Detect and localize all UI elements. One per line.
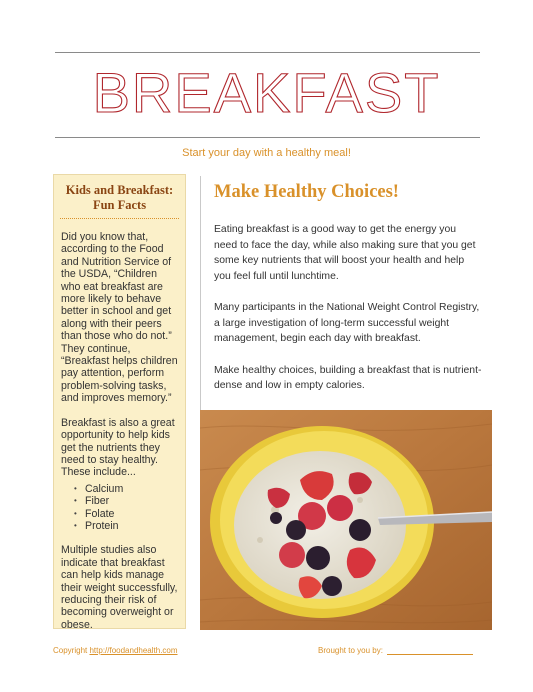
list-item: • Protein (85, 520, 179, 532)
sponsor-blank-line (387, 646, 473, 655)
main-heading: Make Healthy Choices! (214, 182, 399, 202)
column-divider (200, 176, 201, 410)
list-item: • Calcium (85, 483, 179, 495)
brought-to-you-label: Brought to you by: (318, 646, 383, 655)
tagline: Start your day with a healthy meal! (182, 147, 351, 159)
fun-facts-sidebar (53, 174, 186, 629)
list-item: • Fiber (85, 495, 179, 507)
main-paragraph-1: Eating breakfast is a good way to get the energy you need to face the day, while also making sure that you get some key nutrients that will boost your health and help you feel full until lunchtime. (214, 224, 476, 282)
main-paragraph-3: Make healthy choices, building a breakfast that is nutrient-dense and low in empty calories. (214, 364, 482, 391)
title-underline-rule (55, 137, 480, 138)
sidebar-paragraph-1: Did you know that, according to the Food and Nutrition Service of the USDA, “Children who eat breakfast are more likely to behave better in school and get along with their peers than those who do not.” They continue, “Breakfast helps children pay attention, perform problem-solving tasks, and improves memory.” (61, 231, 178, 405)
footer-sponsor (318, 646, 473, 655)
page-title: BREAKFAST (92, 61, 441, 124)
top-rule (55, 52, 480, 53)
sidebar-title: Kids and Breakfast: Fun Facts (65, 183, 174, 212)
main-body (214, 222, 482, 410)
sidebar-paragraph-3: Multiple studies also indicate that breakfast can help kids manage their weight successfully, reducing their risk of becoming overweight or obese. (61, 544, 178, 631)
list-item: • Folate (85, 508, 179, 520)
oatmeal-berries-photo (200, 410, 492, 630)
copyright-prefix: Copyright (53, 646, 90, 655)
sidebar-body (61, 231, 179, 631)
sidebar-divider (60, 218, 179, 219)
footer-copyright (53, 646, 178, 655)
main-paragraph-2: Many participants in the National Weight Control Registry, a large investigation of long-term successful weight management, begin each day with breakfast. (214, 302, 480, 344)
copyright-link[interactable]: http://foodandhealth.com (89, 646, 178, 655)
nutrient-list (61, 483, 179, 533)
sidebar-paragraph-2: Breakfast is also a great opportunity to help kids get the nutrients they need to stay healthy. These include... (61, 416, 175, 479)
